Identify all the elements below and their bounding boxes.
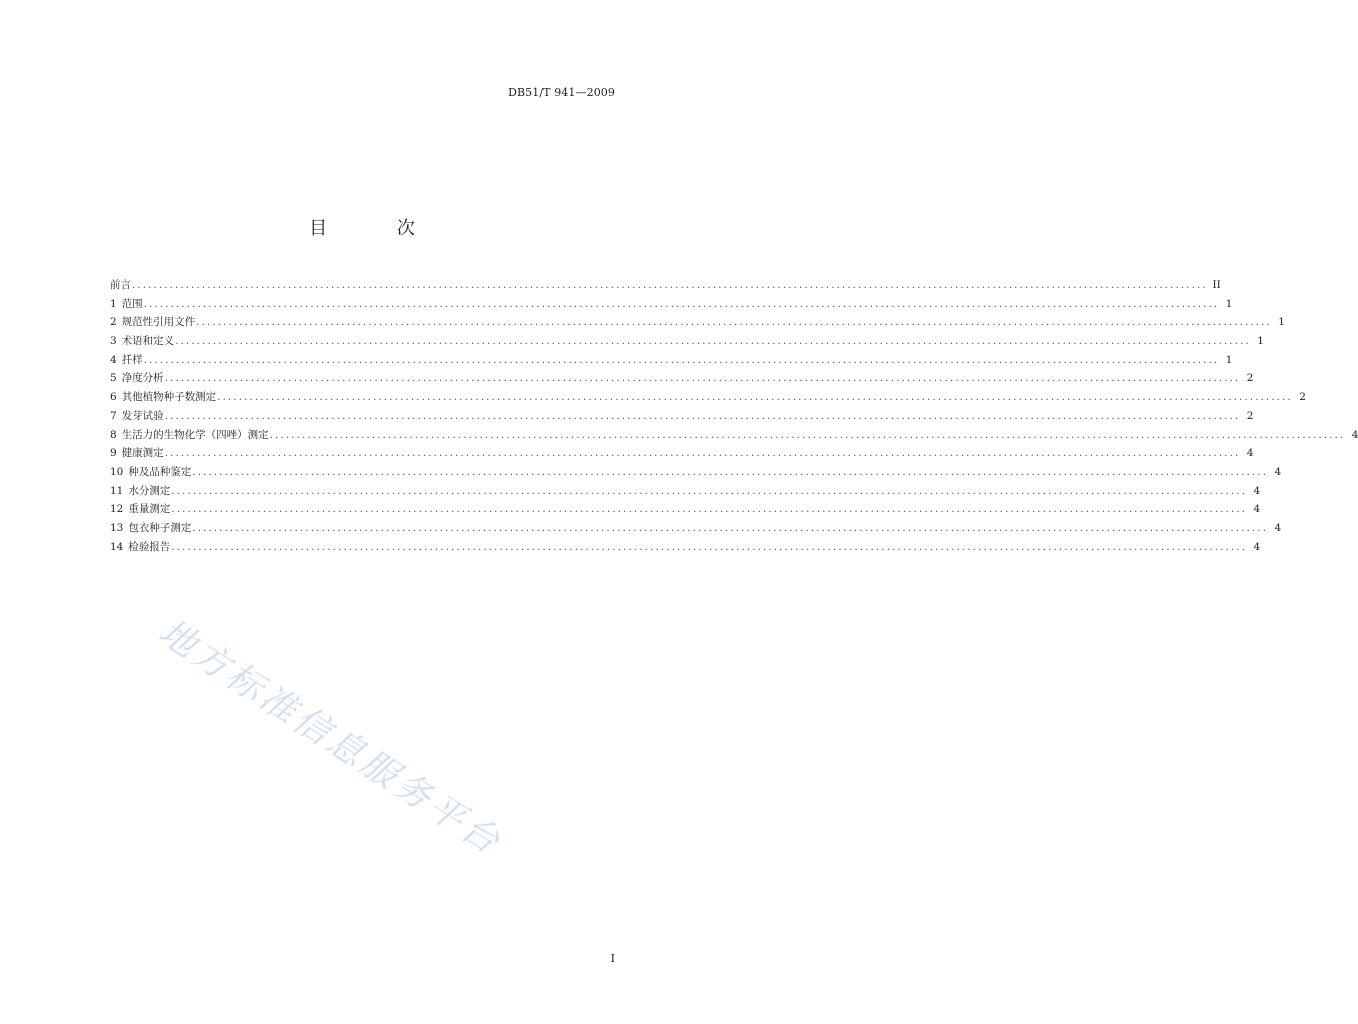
toc-entry-label: 发芽试验 <box>121 409 164 422</box>
toc-entry[interactable] <box>110 519 1282 538</box>
toc-entry-label: 其他植物种子数测定 <box>121 391 217 404</box>
toc-entry-number: 1 <box>110 297 117 310</box>
toc-dot-leader: ........................................................................................................................................................................................................ <box>132 280 1208 291</box>
toc-entry-number: 3 <box>110 335 117 348</box>
toc-entry[interactable] <box>110 463 1282 482</box>
toc-dot-leader: ........................................................................................................................................................................................................ <box>192 466 1269 478</box>
page-number: I <box>610 952 615 965</box>
toc-dot-leader: ........................................................................................................................................................................................................ <box>192 522 1269 534</box>
toc-entry-page: II <box>1212 279 1221 291</box>
toc-entry-label: 包衣种子测定 <box>128 521 192 534</box>
toc-dot-leader: ........................................................................................................................................................................................................ <box>217 392 1293 404</box>
toc-dot-leader: ........................................................................................................................................................................................................ <box>171 541 1248 553</box>
toc-entry-label: 生活力的生物化学（四唑）测定 <box>121 428 269 441</box>
toc-entry-label: 扦样 <box>121 353 143 366</box>
toc-entry[interactable] <box>110 388 1306 407</box>
toc-entry-page: 4 <box>1253 503 1261 516</box>
toc-entry-page: 2 <box>1246 372 1254 385</box>
toc-entry-page: 1 <box>1225 353 1233 366</box>
toc-entry[interactable] <box>110 482 1261 501</box>
toc-entry-page: 2 <box>1299 391 1306 404</box>
toc-dot-leader: ........................................................................................................................................................................................................ <box>164 448 1241 460</box>
toc-entry-number: 2 <box>110 316 117 329</box>
toc-entry-label: 重量测定 <box>128 503 171 516</box>
toc-dot-leader: ........................................................................................................................................................................................................ <box>175 336 1251 348</box>
toc-entry-page: 1 <box>1225 297 1233 310</box>
toc-entry-label: 种及品种鉴定 <box>128 465 192 478</box>
toc-dot-leader: ........................................................................................................................................................................................................ <box>269 429 1346 441</box>
toc-entry-number: 4 <box>110 353 117 366</box>
toc-entry-number: 10 <box>110 465 124 478</box>
toc-entry-label: 水分测定 <box>128 484 171 497</box>
toc-entry-number: 12 <box>110 503 124 516</box>
toc-entry-page: 4 <box>1351 428 1358 441</box>
toc-dot-leader: ........................................................................................................................................................................................................ <box>164 410 1241 422</box>
toc-dot-leader: ........................................................................................................................................................................................................ <box>171 504 1248 516</box>
watermark: 地方标准信息服务平台 <box>151 611 510 864</box>
toc-dot-leader: ........................................................................................................................................................................................................ <box>164 373 1241 385</box>
table-of-contents <box>110 276 1358 556</box>
toc-entry-label: 范围 <box>121 297 143 310</box>
toc-entry-label: 健康测定 <box>121 447 164 460</box>
toc-entry-label: 检验报告 <box>128 540 171 553</box>
toc-entry[interactable] <box>110 407 1254 426</box>
toc-title: 目 次 <box>309 218 447 239</box>
toc-entry-page: 1 <box>1257 335 1264 348</box>
toc-entry[interactable] <box>110 295 1233 314</box>
toc-entry-number: 6 <box>110 391 117 404</box>
toc-entry-page: 4 <box>1253 484 1261 497</box>
toc-dot-leader: ........................................................................................................................................................................................................ <box>196 317 1272 329</box>
toc-entry[interactable] <box>110 351 1233 370</box>
toc-entry-number: 7 <box>110 409 117 422</box>
toc-entry-label: 前言 <box>110 279 131 291</box>
toc-entry[interactable] <box>110 426 1358 445</box>
toc-entry[interactable] <box>110 444 1254 463</box>
toc-entry-page: 4 <box>1246 447 1254 460</box>
toc-entry-page: 2 <box>1246 409 1254 422</box>
document-code: DB51/T 941—2009 <box>508 86 615 99</box>
toc-entry-page: 4 <box>1274 521 1282 534</box>
toc-entry[interactable] <box>110 500 1261 519</box>
toc-entry-label: 规范性引用文件 <box>121 316 196 329</box>
toc-entry-number: 9 <box>110 447 117 460</box>
toc-entry[interactable] <box>110 332 1264 351</box>
toc-entry-page: 1 <box>1278 316 1285 329</box>
toc-entry-page: 4 <box>1274 465 1282 478</box>
toc-dot-leader: ........................................................................................................................................................................................................ <box>143 354 1220 366</box>
toc-entry-page: 4 <box>1253 540 1261 553</box>
toc-entry[interactable] <box>110 538 1261 557</box>
toc-dot-leader: ........................................................................................................................................................................................................ <box>171 485 1248 497</box>
toc-entry-number: 11 <box>110 484 124 497</box>
toc-dot-leader: ........................................................................................................................................................................................................ <box>143 298 1220 310</box>
toc-entry-label: 术语和定义 <box>121 335 175 348</box>
toc-entry[interactable] <box>110 369 1254 388</box>
toc-entry-number: 14 <box>110 540 124 553</box>
toc-entry-number: 5 <box>110 372 117 385</box>
toc-entry-label: 净度分析 <box>121 372 164 385</box>
toc-entry[interactable] <box>110 313 1285 332</box>
toc-entry-number: 8 <box>110 428 117 441</box>
toc-entry[interactable] <box>110 276 1221 295</box>
toc-entry-number: 13 <box>110 521 124 534</box>
